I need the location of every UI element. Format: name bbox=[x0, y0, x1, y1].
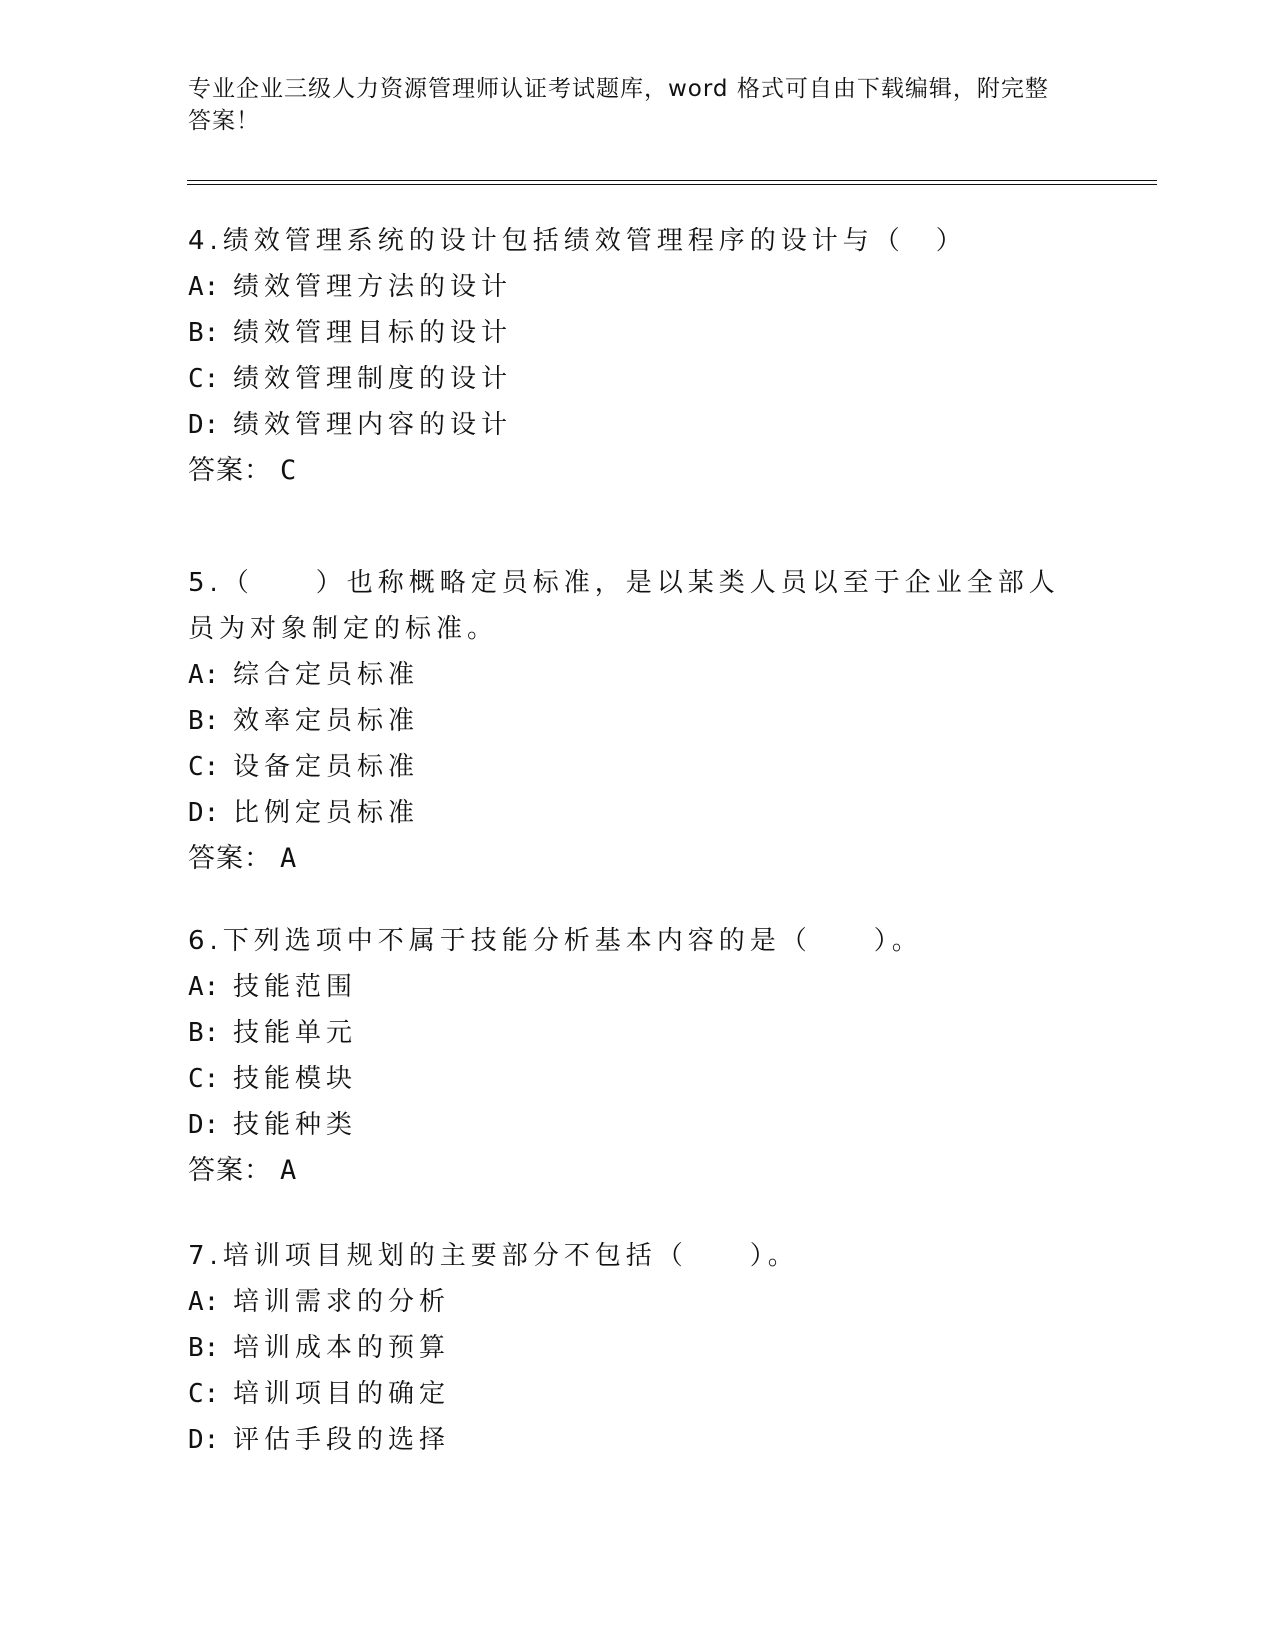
answer-line bbox=[188, 448, 1088, 494]
option-text: 技能种类 bbox=[233, 1110, 358, 1140]
option-letter: A: bbox=[188, 272, 220, 302]
option-text: 综合定员标准 bbox=[233, 660, 420, 690]
option-text: 培训项目的确定 bbox=[233, 1379, 451, 1409]
option-b bbox=[188, 310, 1088, 356]
option-letter: A: bbox=[188, 1287, 220, 1317]
option-text: 技能单元 bbox=[233, 1018, 358, 1048]
option-text: 评估手段的选择 bbox=[233, 1425, 451, 1455]
option-text: 技能范围 bbox=[233, 972, 358, 1002]
answer-label: 答案： bbox=[188, 1155, 272, 1186]
option-c bbox=[188, 744, 1088, 790]
option-d bbox=[188, 790, 1088, 836]
option-c bbox=[188, 356, 1088, 402]
option-a bbox=[188, 264, 1088, 310]
option-c bbox=[188, 1371, 1088, 1417]
question-6 bbox=[188, 918, 1088, 1194]
option-text: 效率定员标准 bbox=[233, 706, 420, 736]
option-letter: A: bbox=[188, 972, 220, 1002]
option-b bbox=[188, 1325, 1088, 1371]
option-b bbox=[188, 698, 1088, 744]
option-text: 比例定员标准 bbox=[233, 798, 420, 828]
option-text: 设备定员标准 bbox=[233, 752, 420, 782]
option-letter: D: bbox=[188, 410, 220, 440]
option-letter: B: bbox=[188, 706, 220, 736]
option-d bbox=[188, 1102, 1088, 1148]
question-stem: 6.下列选项中不属于技能分析基本内容的是（ ）。 bbox=[188, 926, 923, 956]
question-4 bbox=[188, 218, 1088, 494]
option-a bbox=[188, 964, 1088, 1010]
question-7 bbox=[188, 1233, 1088, 1463]
option-b bbox=[188, 1010, 1088, 1056]
option-letter: B: bbox=[188, 318, 220, 348]
option-letter: D: bbox=[188, 1425, 220, 1455]
answer-label: 答案： bbox=[188, 455, 272, 486]
option-a bbox=[188, 1279, 1088, 1325]
option-letter: D: bbox=[188, 1110, 220, 1140]
option-letter: C: bbox=[188, 752, 220, 782]
option-text: 绩效管理方法的设计 bbox=[233, 272, 513, 302]
answer-line bbox=[188, 1148, 1088, 1194]
question-5 bbox=[188, 560, 1088, 882]
option-letter: C: bbox=[188, 364, 220, 394]
header-divider-top bbox=[187, 180, 1157, 181]
question-stem: 5.（ ）也称概略定员标准，是以某类人员以至于企业全部人员为对象制定的标准。 bbox=[188, 568, 1060, 644]
option-text: 培训需求的分析 bbox=[233, 1287, 451, 1317]
header-divider-bottom bbox=[187, 184, 1157, 185]
option-text: 绩效管理制度的设计 bbox=[233, 364, 513, 394]
option-d bbox=[188, 1417, 1088, 1463]
question-stem: 4.绩效管理系统的设计包括绩效管理程序的设计与（ ） bbox=[188, 226, 967, 256]
option-letter: B: bbox=[188, 1018, 220, 1048]
option-c bbox=[188, 1056, 1088, 1102]
option-letter: B: bbox=[188, 1333, 220, 1363]
option-letter: C: bbox=[188, 1064, 220, 1094]
answer-value: A bbox=[280, 1155, 298, 1186]
question-stem: 7.培训项目规划的主要部分不包括（ ）。 bbox=[188, 1241, 799, 1271]
option-letter: A: bbox=[188, 660, 220, 690]
option-a bbox=[188, 652, 1088, 698]
option-d bbox=[188, 402, 1088, 448]
answer-line bbox=[188, 836, 1088, 882]
option-text: 培训成本的预算 bbox=[233, 1333, 451, 1363]
option-text: 绩效管理内容的设计 bbox=[233, 410, 513, 440]
option-text: 技能模块 bbox=[233, 1064, 358, 1094]
answer-value: C bbox=[280, 455, 298, 486]
answer-label: 答案： bbox=[188, 843, 272, 874]
option-letter: C: bbox=[188, 1379, 220, 1409]
document-header: 专业企业三级人力资源管理师认证考试题库，word 格式可自由下载编辑，附完整答案！ bbox=[188, 76, 1049, 134]
option-letter: D: bbox=[188, 798, 220, 828]
answer-value: A bbox=[280, 843, 298, 874]
option-text: 绩效管理目标的设计 bbox=[233, 318, 513, 348]
